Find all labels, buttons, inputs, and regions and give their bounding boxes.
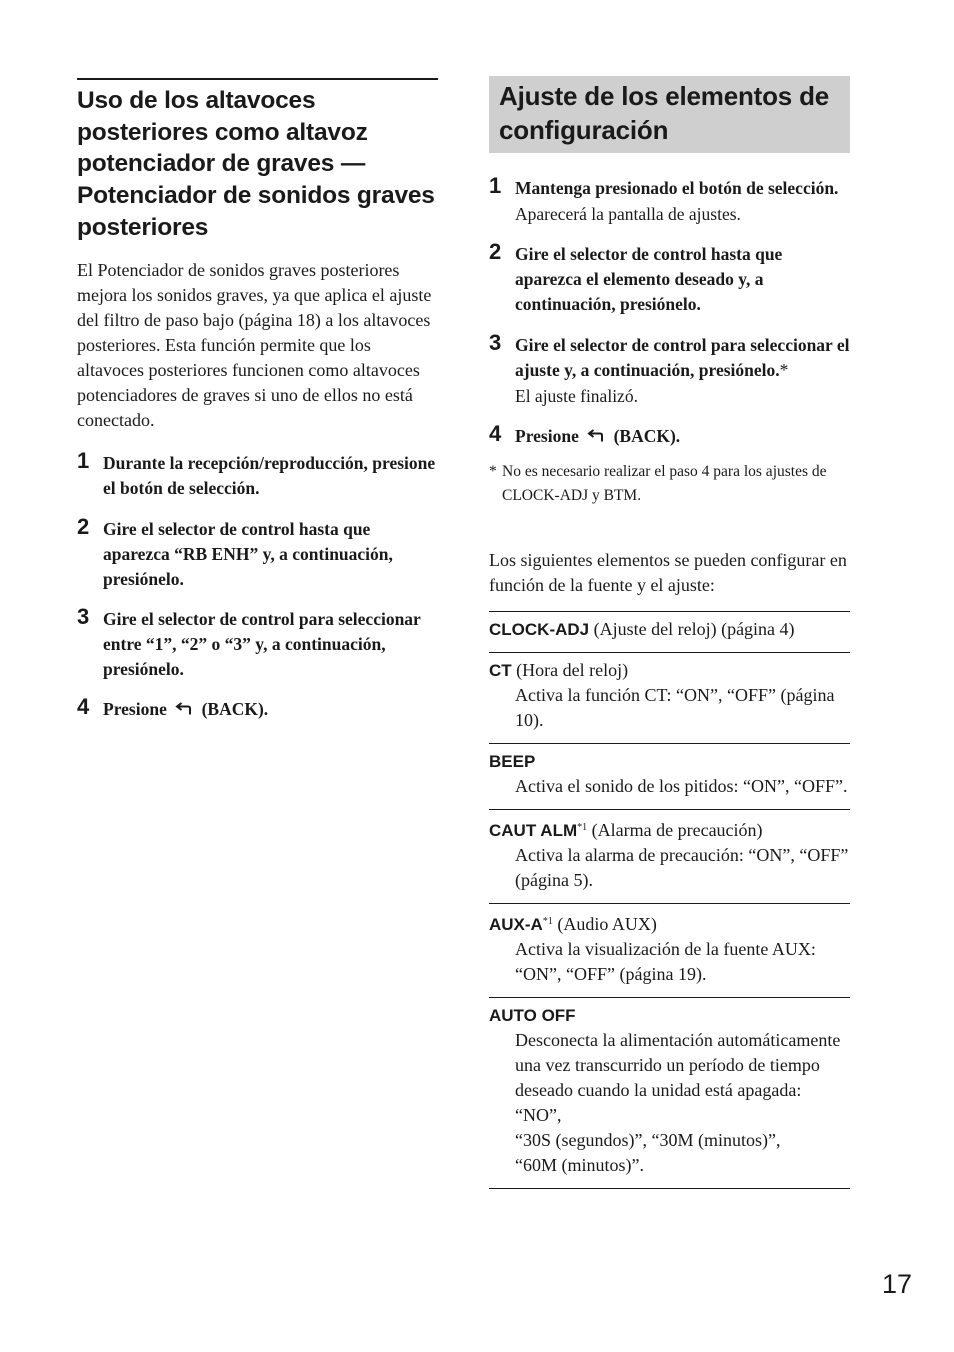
setting-desc: Activa la función CT: “ON”, “OFF” (página 10).: [515, 685, 835, 730]
step-text: Mantenga presionado el botón de selección.: [515, 178, 839, 198]
setting-label: (Alarma de precaución): [587, 820, 763, 840]
step-number: 1: [77, 447, 90, 473]
setting-desc-line: “30S (segundos)”, “30M (minutos)”,: [515, 1130, 781, 1150]
setting-term: CT: [489, 661, 512, 680]
setting-term: CAUT ALM: [489, 821, 578, 840]
setting-label: (Audio AUX): [552, 914, 657, 934]
right-step-1: [489, 173, 850, 228]
right-intro: Los siguientes elementos se pueden configurar en función de la fuente y el ajuste:: [489, 550, 847, 595]
setting-head: [489, 617, 850, 642]
footnote-mark: *: [489, 463, 497, 480]
back-arrow-icon: [174, 702, 194, 716]
setting-item-clock-adj: [489, 611, 850, 652]
setting-item-auto-off: [489, 997, 850, 1189]
step-text: Gire el selector de control para seleccionar entre “1”, “2” o “3” y, a continuación, presiónelo.: [103, 608, 421, 679]
setting-desc-line: Desconecta la alimentación automáticamente una vez transcurrido un período de tiempo deseado cuando la unidad está apagada: “NO”,: [515, 1030, 841, 1125]
setting-sup: *1: [577, 822, 588, 833]
setting-sup: *1: [542, 916, 553, 927]
setting-head: [489, 749, 850, 774]
step-text: Gire el selector de control hasta que aparezca el elemento deseado y, a continuación, presiónelo.: [515, 244, 783, 314]
step-text: [515, 424, 850, 449]
right-heading-box: [489, 76, 850, 153]
settings-list: [489, 611, 850, 1189]
step-number: 2: [77, 513, 90, 539]
setting-item-aux-a: [489, 903, 850, 997]
page-number: 17: [882, 1269, 913, 1299]
step-result: El ajuste finalizó.: [515, 386, 638, 406]
step-number: 3: [489, 330, 502, 355]
step-number: 3: [77, 603, 90, 629]
setting-term: AUTO OFF: [489, 1006, 576, 1025]
step-text-pre: Presione: [515, 426, 579, 446]
setting-item-ct: [489, 652, 850, 743]
setting-term: AUX-A: [489, 915, 543, 934]
setting-term: CLOCK-ADJ: [489, 620, 590, 639]
right-step-3: [489, 330, 850, 410]
footnote-mark: *: [779, 360, 789, 380]
setting-desc: Activa la alarma de precaución: “ON”, “OFF” (página 5).: [515, 845, 849, 890]
section-rule: [77, 78, 438, 80]
setting-head: [489, 1003, 850, 1028]
setting-term: BEEP: [489, 752, 536, 771]
step-number: 1: [489, 173, 502, 198]
right-heading: Ajuste de los elementos de configuración: [499, 81, 830, 145]
step-result: Aparecerá la pantalla de ajustes.: [515, 204, 741, 224]
step-text-pre: Presione: [103, 698, 167, 719]
right-column: [489, 76, 850, 1189]
setting-desc: Activa la visualización de la fuente AUX: “ON”, “OFF” (página 19).: [515, 939, 816, 984]
left-step-4: [77, 693, 438, 722]
setting-label: (Ajuste del reloj) (página 4): [589, 619, 795, 639]
setting-desc-line: “60M (minutos)”.: [515, 1155, 644, 1175]
left-step-2: [77, 513, 438, 592]
left-heading: Uso de los altavoces posteriores como altavoz potenciador de graves — Potenciador de sonidos graves posteriores: [77, 87, 435, 241]
step-number: 4: [489, 421, 502, 446]
step-text: [103, 697, 438, 722]
setting-head: [489, 658, 850, 683]
left-column: [77, 78, 438, 722]
setting-item-beep: [489, 743, 850, 809]
footnote-text: No es necesario realizar el paso 4 para los ajustes de CLOCK-ADJ y BTM.: [502, 463, 827, 504]
step-text: Gire el selector de control hasta que aparezca “RB ENH” y, a continuación, presiónelo.: [103, 518, 393, 589]
step-number: 4: [77, 693, 90, 719]
setting-head: [489, 909, 850, 937]
back-arrow-icon: [586, 429, 606, 443]
left-intro: El Potenciador de sonidos graves posteriores mejora los sonidos graves, ya que aplica el ajuste del filtro de paso bajo (página 18) a los altavoces posteriores. Esta función permite que los altavoces posteriores funcionen como altavoces potenciadores de graves si uno de ellos no está conectado.: [77, 259, 432, 430]
left-step-3: [77, 603, 438, 682]
right-step-4: [489, 421, 850, 449]
setting-head: [489, 815, 850, 843]
step-text: Durante la recepción/reproducción, presione el botón de selección.: [103, 452, 436, 498]
setting-label: (Hora del reloj): [511, 660, 629, 680]
setting-desc: Activa el sonido de los pitidos: “ON”, “OFF”.: [515, 776, 848, 796]
step-text: [515, 333, 850, 383]
step-text-main: Gire el selector de control para seleccionar el ajuste y, a continuación, presiónelo.: [515, 335, 850, 380]
left-step-1: [77, 447, 438, 501]
step-number: 2: [489, 239, 502, 264]
setting-desc: [489, 1028, 850, 1178]
step-text-post: (BACK).: [613, 426, 681, 446]
right-step-2: [489, 239, 850, 317]
setting-item-caut-alm: [489, 809, 850, 903]
step-text-post: (BACK).: [201, 698, 269, 719]
footnote: [489, 460, 850, 508]
